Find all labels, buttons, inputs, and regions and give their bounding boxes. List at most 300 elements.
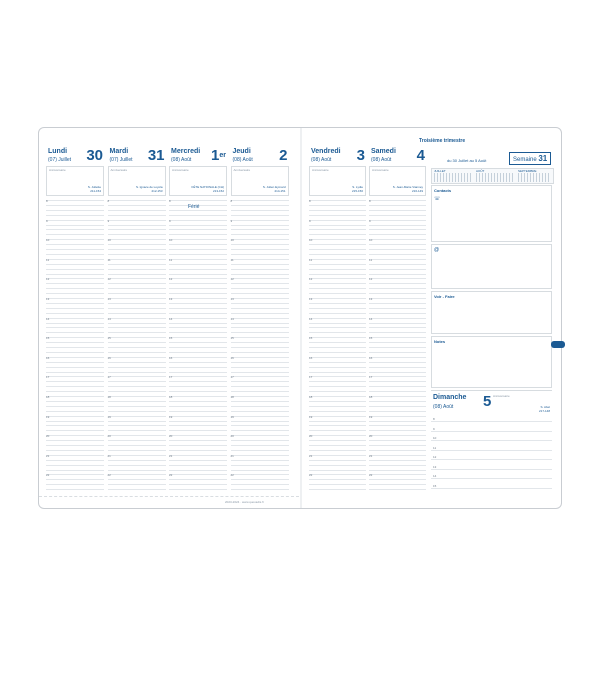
hour-line [108, 229, 166, 230]
sunday-sub: (08) Août [433, 404, 454, 410]
hour-line [169, 357, 227, 358]
hour-line [369, 220, 426, 221]
hour-label: 10 [369, 238, 373, 243]
hour-line [369, 445, 426, 446]
hour-line [309, 220, 366, 221]
hour-line [369, 479, 426, 480]
hour-line [309, 308, 366, 309]
hour-line [369, 313, 426, 314]
hour-line [369, 238, 426, 243]
hour-label: 20 [46, 434, 50, 439]
hour-line [369, 332, 426, 333]
hour-line [169, 229, 227, 230]
ferie-label: Férié [188, 204, 200, 210]
hour-label: 21 [309, 453, 313, 458]
hour-line [309, 375, 366, 380]
hour-label: 18 [309, 395, 313, 399]
left-anniversary-box-2[interactable] [169, 166, 227, 196]
hour-label: 21 [107, 453, 111, 458]
hour-line [369, 372, 426, 373]
hour-line [107, 375, 166, 380]
hour-line [309, 244, 366, 245]
hour-line [369, 367, 426, 368]
right-anniversary-label-0: Anniversaire [312, 168, 329, 172]
hour-line [309, 450, 366, 451]
hour-line [46, 283, 104, 284]
bookmark-tab [551, 341, 565, 348]
hour-line [309, 323, 366, 324]
hour-line [46, 460, 104, 461]
hour-line [369, 347, 426, 348]
left-hour-grid-3[interactable] [231, 200, 289, 496]
sunday-line [431, 488, 552, 489]
hour-label: 14 [107, 316, 111, 321]
hour-line [369, 460, 426, 461]
hour-line [169, 386, 227, 387]
hour-label: 21 [230, 453, 234, 458]
hour-line [46, 440, 104, 441]
left-day-number-1: 31 [147, 147, 165, 164]
hour-line [169, 274, 227, 275]
hour-label: 22 [230, 473, 234, 478]
hour-label: 16 [309, 355, 313, 360]
hour-label: 16 [107, 355, 111, 360]
hour-line [169, 318, 227, 319]
hour-line [169, 430, 227, 431]
hour-label: 16 [369, 355, 373, 360]
hour-line [309, 367, 366, 368]
hour-label: 11 [169, 257, 173, 262]
cal-month-1: JUILLET [434, 169, 446, 173]
left-day-name-3: Jeudi [232, 148, 251, 155]
hour-line [369, 489, 426, 490]
left-day-name-0: Lundi [48, 148, 68, 155]
hour-line [108, 489, 166, 490]
hour-line [46, 416, 104, 417]
hour-line [309, 200, 366, 201]
week-badge [509, 152, 551, 165]
hour-line [108, 205, 166, 206]
hour-line [309, 484, 366, 485]
hour-line [108, 327, 166, 328]
hour-line [108, 225, 166, 226]
hour-line [169, 220, 227, 221]
hour-line [169, 225, 227, 226]
hour-line [309, 283, 366, 284]
hour-line [231, 313, 289, 314]
hour-line [46, 234, 104, 235]
hour-line [309, 470, 366, 471]
hour-line [169, 381, 227, 382]
hour-line [108, 401, 166, 402]
hour-label: 8 [369, 199, 371, 203]
hour-label: 19 [309, 414, 313, 419]
hour-line [46, 455, 104, 456]
cal-grid-2 [476, 173, 514, 182]
sunday-line [431, 431, 552, 432]
hour-line [309, 455, 366, 456]
hour-line [309, 357, 366, 358]
left-hour-grid-1[interactable] [108, 200, 166, 496]
hour-label: 12 [230, 277, 234, 282]
hour-line [107, 473, 166, 478]
spine [300, 128, 302, 508]
hour-label: 8 [46, 199, 48, 203]
todo-label: Voir - Faire [434, 294, 455, 299]
hour-line [46, 411, 104, 412]
left-anniversary-box-0[interactable] [46, 166, 104, 196]
hour-line [169, 200, 227, 201]
hour-line [230, 473, 289, 478]
hour-label: 10 [230, 238, 234, 243]
hour-label: 19 [46, 414, 50, 419]
hour-line [309, 489, 366, 490]
sunday-hour: 12 [433, 455, 437, 459]
hour-label: 8 [169, 199, 171, 203]
hour-label: 10 [107, 238, 111, 243]
hour-line [369, 416, 426, 417]
sunday-hour: 14 [433, 474, 437, 478]
left-day-month-3: (08) Août [232, 157, 253, 163]
hour-line [169, 372, 227, 373]
hour-line [108, 357, 166, 358]
sunday-line [431, 469, 552, 470]
hour-line [231, 293, 289, 294]
left-saint-3: S. Julien Eymard 214-151 [262, 185, 286, 193]
hour-label: 19 [369, 414, 373, 419]
hour-line [231, 332, 289, 333]
hour-label: 17 [369, 375, 373, 380]
hour-line [46, 308, 104, 309]
contacts-section [431, 185, 552, 242]
planner-spread [38, 127, 562, 509]
hour-line [309, 205, 366, 206]
hour-line [369, 303, 426, 304]
hour-label: 14 [230, 316, 234, 321]
hour-line [231, 274, 289, 275]
hour-line [169, 465, 227, 466]
hour-line [231, 352, 289, 353]
hour-label: 21 [169, 453, 173, 458]
hour-label: 19 [230, 414, 234, 419]
hour-line [369, 288, 426, 289]
hour-line [46, 470, 104, 471]
left-day-number-0: 30 [86, 147, 103, 164]
hour-line [169, 259, 227, 260]
hour-label: 9 [309, 218, 311, 223]
hour-label: 11 [107, 257, 111, 262]
hour-label: 20 [169, 434, 173, 439]
hour-line [169, 249, 227, 250]
hour-line [108, 484, 166, 485]
hour-line [231, 215, 289, 216]
hour-label: 14 [169, 316, 173, 321]
hour-line [309, 210, 366, 211]
hour-line [369, 254, 426, 255]
hour-line [169, 327, 227, 328]
hour-line [46, 352, 104, 353]
hour-label: 17 [230, 375, 234, 380]
hour-line [108, 465, 166, 466]
hour-line [231, 401, 289, 402]
hour-label: 12 [369, 277, 373, 282]
hour-label: 10 [309, 238, 313, 243]
left-saint-0: S. Juliette 211-154 [87, 185, 101, 193]
hour-line [369, 283, 426, 284]
hour-line [169, 288, 227, 289]
hour-line [108, 215, 166, 216]
right-day-number-1: 4 [416, 147, 425, 164]
hour-line [231, 347, 289, 348]
hour-label: 8 [309, 199, 311, 203]
hour-line [309, 430, 366, 431]
notes-label: Notes [434, 339, 446, 344]
hour-line [108, 406, 166, 407]
hour-line [309, 401, 366, 402]
hour-label: 14 [369, 316, 373, 321]
left-anniversary-label-1: Anniversaire [110, 168, 128, 172]
hour-label: 21 [46, 453, 50, 458]
hour-label: 22 [309, 473, 313, 478]
hour-line [108, 367, 166, 368]
hour-line [369, 293, 426, 294]
hour-line [46, 336, 104, 341]
left-anniversary-box-1[interactable] [108, 166, 166, 196]
hour-line [231, 205, 289, 206]
hour-line [309, 249, 366, 250]
hour-label: 22 [369, 473, 373, 478]
hour-line [369, 473, 426, 478]
hour-line [309, 313, 366, 314]
hour-line [46, 484, 104, 485]
hour-line [230, 375, 289, 380]
hour-label: 20 [107, 434, 111, 439]
hour-line [169, 484, 227, 485]
hour-label: 10 [46, 238, 50, 243]
hour-line [309, 434, 366, 439]
hour-label: 18 [107, 395, 111, 399]
hour-line [231, 440, 289, 441]
hour-line [108, 425, 166, 426]
right-day-number-0: 3 [356, 147, 365, 164]
hour-line [108, 332, 166, 333]
hour-line [230, 277, 289, 282]
sunday-name: Dimanche [433, 394, 467, 401]
hour-line [46, 465, 104, 466]
hour-line [46, 254, 104, 255]
hour-line [369, 425, 426, 426]
hour-line [369, 215, 426, 216]
hour-line [369, 450, 426, 451]
hour-label: 11 [369, 257, 373, 262]
hour-label: 18 [369, 395, 373, 399]
hour-line [231, 234, 289, 235]
hour-line [369, 430, 426, 431]
hour-line [369, 391, 426, 392]
hour-line [46, 318, 104, 319]
hour-line [46, 386, 104, 387]
hour-line [107, 238, 166, 243]
hour-label: 12 [309, 277, 313, 282]
left-anniversary-label-3: Anniversaire [233, 168, 251, 172]
hour-line [231, 269, 289, 270]
quarter-title: Troisième trimestre [419, 138, 466, 144]
hour-line [169, 440, 227, 441]
hour-label: 14 [46, 316, 50, 321]
hour-line [369, 274, 426, 275]
hour-label: 15 [369, 336, 373, 341]
left-saint-1: S. Ignace de Loyola 212-153 [135, 185, 163, 193]
hour-line [231, 421, 289, 422]
hour-line [169, 367, 227, 368]
hour-line [369, 406, 426, 407]
hour-line [369, 225, 426, 226]
sunday-hour: 9 [433, 426, 435, 431]
cal-grid-1 [434, 173, 472, 182]
hour-line [309, 416, 366, 417]
sunday-hour: 10 [433, 436, 437, 440]
hour-line [169, 416, 227, 417]
right-day-name-0: Vendredi [311, 148, 341, 155]
hour-line [369, 323, 426, 324]
hour-line [309, 336, 366, 341]
left-anniversary-label-0: Anniversaire [49, 168, 66, 172]
hour-line [108, 411, 166, 412]
left-anniversary-label-2: Anniversaire [172, 168, 189, 172]
left-day-month-0: (07) Juillet [48, 157, 72, 163]
hour-line [369, 375, 426, 380]
hour-line [369, 411, 426, 412]
hour-line [309, 254, 366, 255]
hour-line [231, 288, 289, 289]
hour-line [169, 264, 227, 265]
right-saint-0: S. Lydie 215-150 [351, 185, 363, 193]
hour-line [169, 254, 227, 255]
right-anniversary-box-1[interactable] [369, 166, 426, 196]
hour-line [107, 336, 166, 341]
hour-line [231, 225, 289, 226]
hour-line [369, 357, 426, 358]
hour-line [108, 430, 166, 431]
hour-line [369, 308, 426, 309]
phone-icon: ☏ [434, 196, 441, 202]
hour-line [369, 234, 426, 235]
hour-line [309, 465, 366, 466]
hour-line [108, 352, 166, 353]
hour-label: 22 [107, 473, 111, 478]
hour-line [231, 425, 289, 426]
hour-line [108, 479, 166, 480]
hour-line [309, 440, 366, 441]
hour-line [309, 425, 366, 426]
hour-line [231, 484, 289, 485]
hour-line [108, 386, 166, 387]
hour-line [108, 347, 166, 348]
hour-label: 11 [230, 257, 234, 262]
hour-line [169, 303, 227, 304]
hour-line [46, 288, 104, 289]
hour-line [231, 406, 289, 407]
hour-line [108, 455, 166, 456]
hour-line [46, 381, 104, 382]
hour-line [46, 215, 104, 216]
hour-line [46, 332, 104, 333]
hour-line [231, 479, 289, 480]
left-hour-grid-0[interactable] [46, 200, 104, 496]
right-anniversary-box-0[interactable] [309, 166, 366, 196]
hour-line [46, 210, 104, 211]
hour-line [369, 264, 426, 265]
week-label: Semaine [513, 157, 537, 163]
hour-line [169, 445, 227, 446]
hour-line [231, 391, 289, 392]
hour-line [108, 440, 166, 441]
hour-line [309, 274, 366, 275]
sunday-number: 5 [483, 393, 492, 410]
hour-label: 9 [230, 218, 233, 223]
hour-line [169, 450, 227, 451]
hour-line [169, 298, 227, 299]
hour-line [231, 489, 289, 490]
hour-label: 22 [169, 473, 173, 478]
hour-line [169, 391, 227, 392]
week-range: du 30 Juillet au 5 Août [447, 158, 487, 163]
right-day-name-1: Samedi [371, 148, 396, 155]
hour-label: 19 [169, 414, 173, 419]
hour-line [46, 406, 104, 407]
hour-line [369, 205, 426, 206]
right-hour-grid-0[interactable] [309, 200, 366, 496]
hour-line [231, 381, 289, 382]
hour-line [369, 318, 426, 319]
sunday-saint: S. Abel 217-148 [538, 405, 550, 413]
left-anniversary-box-3[interactable] [231, 166, 289, 196]
sunday-line [431, 478, 552, 479]
hour-line [108, 274, 166, 275]
hour-line [309, 362, 366, 363]
hour-label: 15 [309, 336, 313, 341]
hour-label: 20 [309, 434, 313, 439]
hour-label: 10 [169, 238, 173, 243]
hour-line [108, 308, 166, 309]
hour-line [369, 200, 426, 201]
left-hour-grid-2[interactable] [169, 200, 227, 496]
hour-line [231, 430, 289, 431]
hour-line [46, 401, 104, 402]
hour-line [169, 470, 227, 471]
hour-line [108, 313, 166, 314]
hour-line [369, 210, 426, 211]
hour-line [46, 277, 104, 282]
hour-line [46, 269, 104, 270]
hour-line [46, 249, 104, 250]
hour-line [231, 450, 289, 451]
right-hour-grid-1[interactable] [369, 200, 426, 496]
hour-line [46, 238, 104, 243]
hour-line [369, 386, 426, 387]
hour-line [231, 264, 289, 265]
hour-line [46, 473, 104, 478]
hour-line [108, 264, 166, 265]
hour-label: 9 [46, 218, 48, 223]
hour-line [108, 362, 166, 363]
hour-line [309, 421, 366, 422]
hour-line [46, 205, 104, 206]
hour-line [46, 445, 104, 446]
hour-line [231, 396, 289, 397]
hour-line [108, 460, 166, 461]
hour-line [369, 277, 426, 282]
